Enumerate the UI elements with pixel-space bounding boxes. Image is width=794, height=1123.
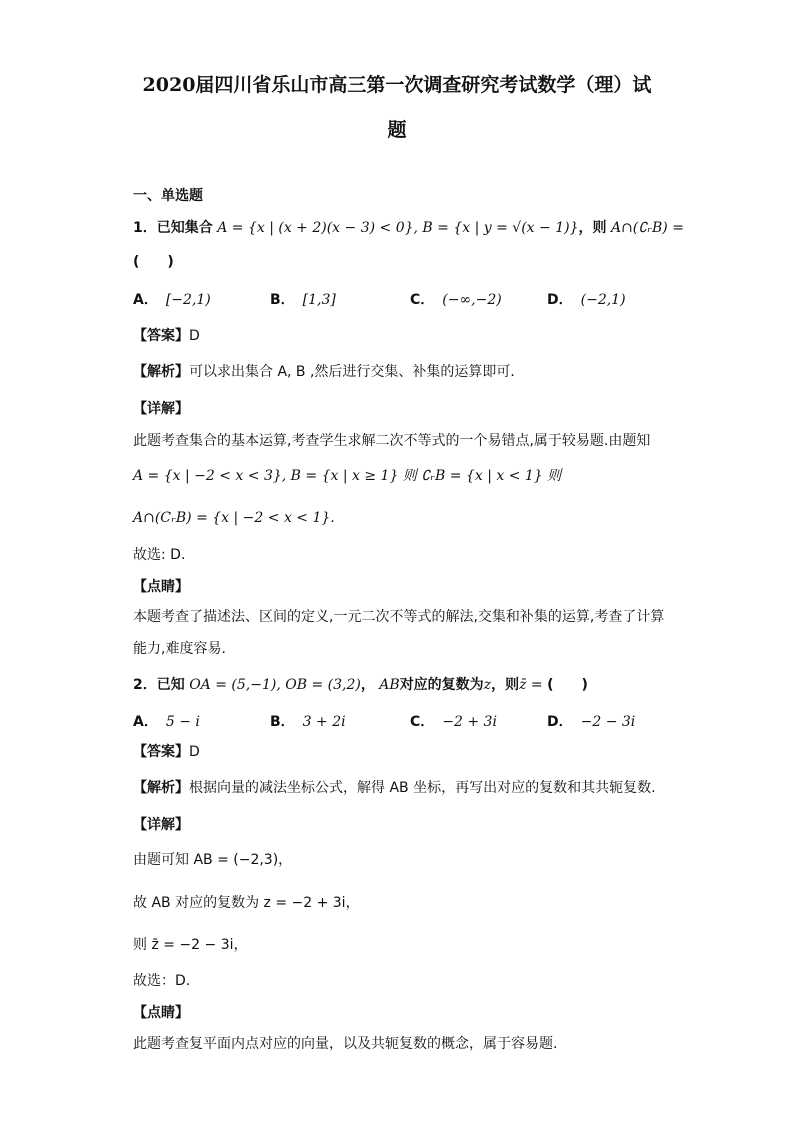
q2-stem-text: 已知 [156, 677, 185, 693]
q1-detail-line2: A = {x | −2 < x < 3}, B = {x | x ≥ 1} 则 ∁ᵣB = {x | x < 1} 则 [133, 468, 562, 484]
q2-expr: OA = (5,−1), OB = (3,2) [189, 677, 361, 693]
q2-answer: 【答案】D [133, 744, 200, 760]
q2-option-d: D． −2 − 3i [547, 714, 636, 730]
q1-stem [133, 218, 684, 238]
q2-analysis: 【解析】根据向量的减法坐标公式，解得 AB 坐标，再写出对应的复数和其共轭复数. [133, 780, 656, 796]
q2-detail-tag: 【详解】 [133, 817, 189, 833]
section-heading: 一、单选题 [133, 188, 203, 204]
doc-title-line1: 2020届四川省乐山市高三第一次调查研究考试数学（理）试 [142, 74, 652, 96]
q1-number: 1． [133, 220, 157, 236]
q1-stem-text: 已知集合 [156, 220, 213, 236]
q2-detail-line3: 则 z̄ = −2 − 3i， [133, 937, 248, 953]
q1-detail-line1: 此题考查集合的基本运算,考查学生求解二次不等式的一个易错点,属于较易题.由题知 [133, 433, 651, 449]
q1-comment-line1: 本题考查了描述法、区间的定义,一元二次不等式的解法,交集和补集的运算,考查了计算 [133, 609, 665, 625]
q1-option-a: A． [−2,1) [133, 292, 211, 308]
q2-vector-ab: AB [379, 677, 400, 693]
q2-option-b: B． 3 + 2i [270, 714, 346, 730]
q2-detail-line2: 故 AB 对应的复数为 z = −2 + 3i， [133, 895, 360, 911]
q2-number: 2． [133, 677, 157, 693]
q2-detail-line1: 由题可知 AB = (−2,3)， [133, 852, 293, 868]
q1-tail-expr: A∩(∁ᵣB) = [610, 220, 684, 236]
q1-analysis: 【解析】可以求出集合 A, B ,然后进行交集、补集的运算即可． [133, 364, 525, 380]
q1-option-d: D． (−2,1) [547, 292, 626, 308]
q2-comment-line1: 此题考查复平面内点对应的向量，以及共轭复数的概念，属于容易题. [133, 1036, 558, 1052]
q1-paren: ( ) [133, 254, 174, 270]
q1-detail-tag: 【详解】 [133, 401, 189, 417]
q2-option-a: A． 5 − i [133, 714, 200, 730]
q1-comment-line2: 能力,难度容易． [133, 641, 236, 657]
q1-tail: ，则 [578, 220, 607, 236]
q2-option-c: C． −2 + 3i [410, 714, 497, 730]
q1-comment-tag: 【点睛】 [133, 579, 189, 595]
q2-choose: 故选：D. [133, 973, 191, 989]
doc-title-line2: 题 [387, 119, 407, 141]
q2-paren: ( ) [547, 677, 588, 693]
q1-option-c: C． (−∞,−2) [410, 292, 502, 308]
q2-comment-tag: 【点睛】 [133, 1005, 189, 1021]
q1-answer: 【答案】D [133, 328, 200, 344]
q1-expr: A = {x | (x + 2)(x − 3) < 0}, B = {x | y = √(x − 1)} [217, 220, 579, 236]
q2-stem: 2．已知 OA = (5,−1), OB = (3,2)， AB对应的复数为z，则z̄ = ( ) [133, 677, 588, 693]
q1-choose: 故选: D. [133, 547, 186, 563]
q1-option-b: B． [1,3] [270, 292, 336, 308]
q1-detail-line3: A∩(CᵣB) = {x | −2 < x < 1}. [133, 510, 335, 526]
